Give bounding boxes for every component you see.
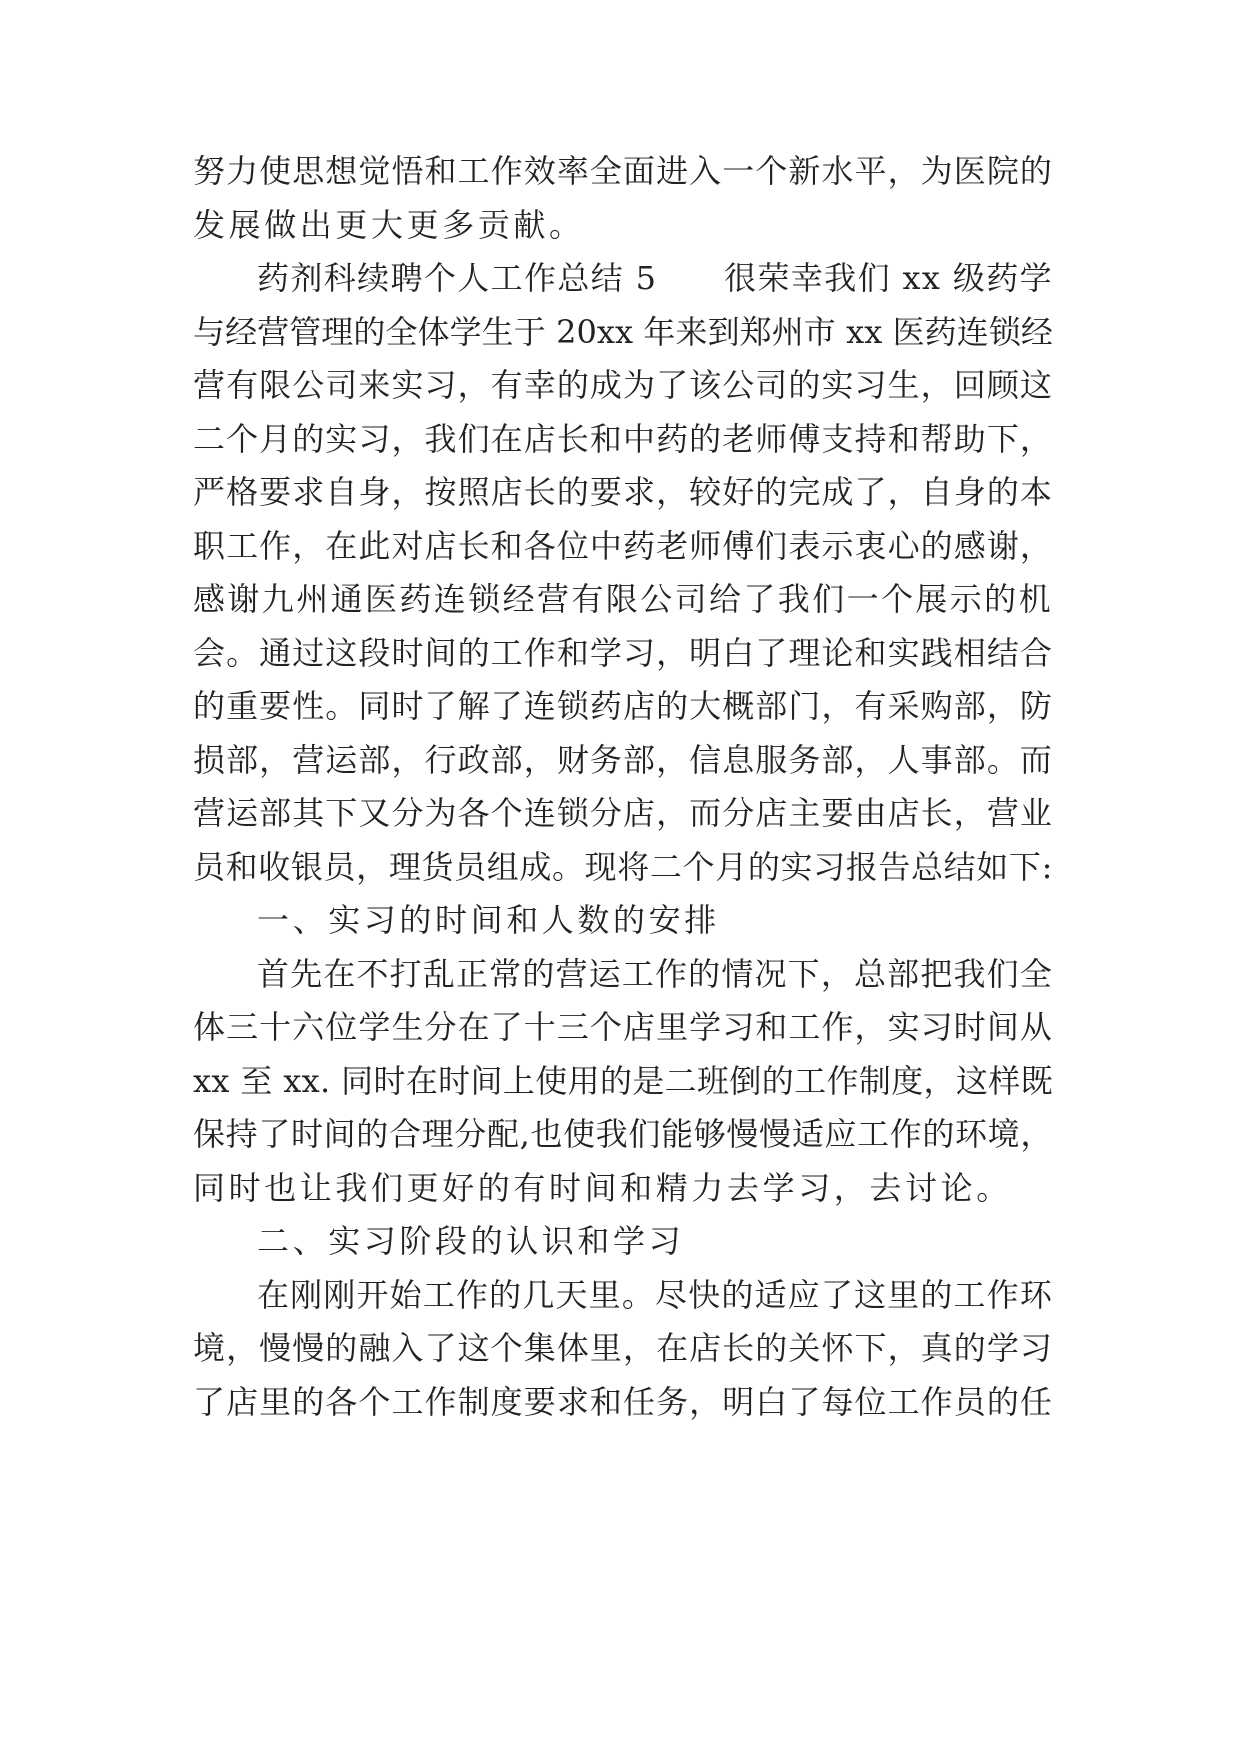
text-line: 首先在不打乱正常的营运工作的情况下，总部把我们全 bbox=[257, 954, 1053, 993]
text-line: 同时也让我们更好的有时间和精力去学习，去讨论。 bbox=[193, 1168, 1012, 1207]
text-line: 了店里的各个工作制度要求和任务，明白了每位工作员的任 bbox=[193, 1382, 1053, 1421]
text-line: 的重要性。同时了解了连锁药店的大概部门，有采购部，防 bbox=[193, 687, 1053, 725]
section-heading: 一、实习的时间和人数的安排 bbox=[257, 901, 720, 939]
text-line: 药剂科续聘个人工作总结 5 很荣幸我们 xx 级药学 bbox=[257, 259, 1053, 297]
text-line: 营有限公司来实习，有幸的成为了该公司的实习生，回顾这 bbox=[193, 366, 1053, 404]
text-line: 二个月的实习，我们在店长和中药的老师傅支持和帮助下， bbox=[193, 419, 1053, 458]
text-line: 损部，营运部，行政部，财务部，信息服务部，人事部。而 bbox=[193, 740, 1053, 779]
text-line: 体三十六位学生分在了十三个店里学习和工作，实习时间从 bbox=[193, 1008, 1053, 1046]
text-line: 感谢九州通医药连锁经营有限公司给了我们一个展示的机 bbox=[193, 580, 1053, 618]
text-line: 职工作，在此对店长和各位中药老师傅们表示衷心的感谢， bbox=[193, 526, 1053, 565]
text-line: 会。通过这段时间的工作和学习，明白了理论和实践相结合 bbox=[193, 633, 1053, 672]
text-line: 发展做出更大更多贡献。 bbox=[193, 205, 585, 244]
text-line: 保持了时间的合理分配,也使我们能够慢慢适应工作的环境， bbox=[193, 1115, 1053, 1153]
text-line: 在刚刚开始工作的几天里。尽快的适应了这里的工作环 bbox=[257, 1275, 1053, 1314]
text-line: 员和收银员，理货员组成。现将二个月的实习报告总结如下: bbox=[193, 847, 1053, 886]
text-line: 与经营管理的全体学生于 20xx 年来到郑州市 xx 医药连锁经 bbox=[193, 312, 1053, 351]
document-page bbox=[193, 145, 1053, 1429]
text-line: 努力使思想觉悟和工作效率全面进入一个新水平，为医院的 bbox=[193, 152, 1053, 190]
text-line: xx 至 xx. 同时在时间上使用的是二班倒的工作制度，这样既 bbox=[193, 1061, 1053, 1100]
text-line: 严格要求自身，按照店长的要求，较好的完成了，自身的本 bbox=[193, 473, 1053, 511]
text-line: 营运部其下又分为各个连锁分店，而分店主要由店长，营业 bbox=[193, 794, 1053, 832]
text-line: 境，慢慢的融入了这个集体里，在店长的关怀下，真的学习 bbox=[193, 1329, 1053, 1367]
section-heading: 二、实习阶段的认识和学习 bbox=[257, 1222, 685, 1260]
